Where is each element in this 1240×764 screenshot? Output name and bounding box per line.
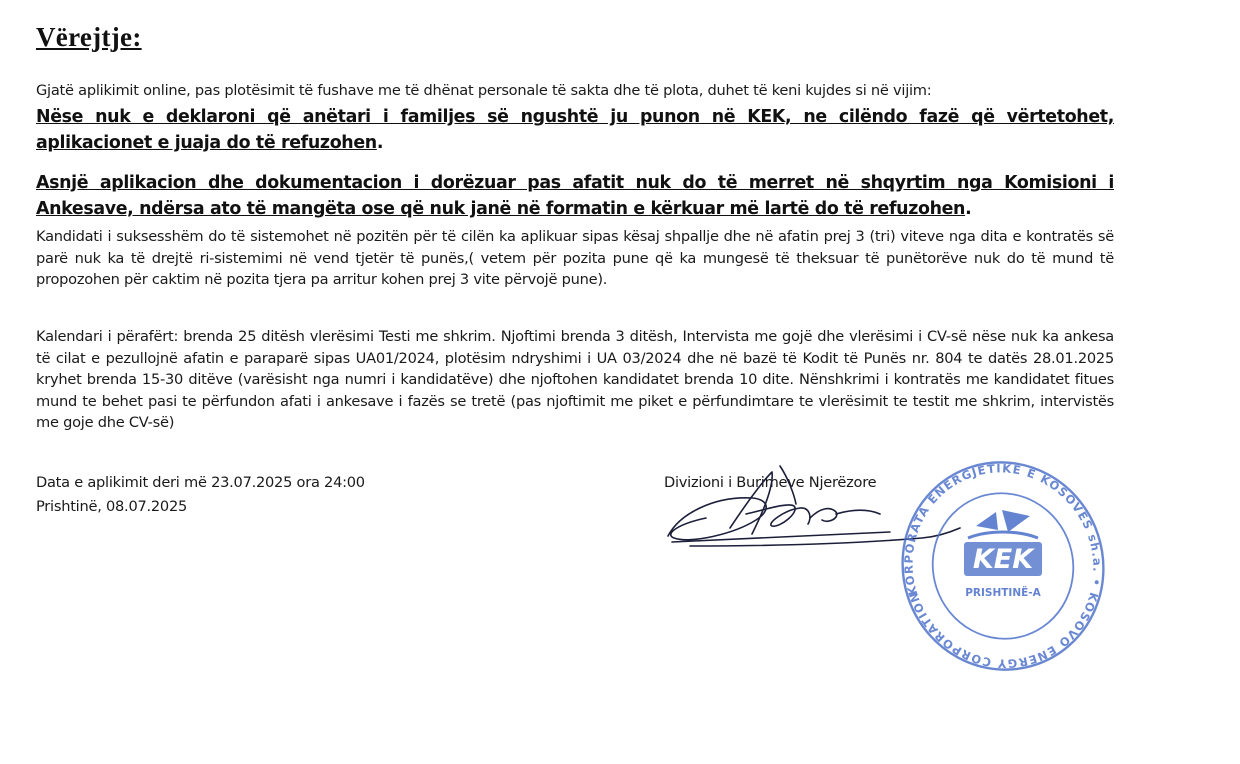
seal-logo-text: KEK (972, 544, 1034, 575)
seal-city-text: PRISHTINË-A (965, 587, 1041, 599)
notice-heading: Vërejtje: (36, 22, 142, 52)
application-deadline: Data e aplikimit deri më 23.07.2025 ora 24:00 (36, 474, 365, 491)
late-application-period: . (965, 199, 972, 219)
family-declaration-warning (36, 104, 1114, 156)
late-application-warning (36, 170, 1114, 222)
systemization-paragraph: Kandidati i suksesshëm do të sistemohet në pozitën për të cilën ka aplikuar sipas kësaj shpallje dhe në afatin prej 3 (tri) viteve nga dita e kontratës së parë nuk ka të drejtë ri-sistemimi në vend tjetër të punës,( vetem për pozita pune që ka mungesë të theksuar të punëtorëve nuk do të mund të propozohen për caktim në pozita tjera pa arritur kohen prej 3 vite përvojë pune). (36, 228, 1114, 288)
company-seal (898, 446, 1108, 676)
intro-paragraph: Gjatë aplikimit online, pas plotësimit të fushave me të dhënat personale të sakta dhe të plota, duhet të keni kujdes si në vijim: (36, 82, 932, 99)
family-declaration-period: . (376, 133, 384, 153)
family-declaration-text: Nëse nuk e deklaroni që anëtari i familjes së ngushtë ju punon në KEK, ne cilëndo fazë që vërtetohet, aplikacionet e juaja do të refuzohen (36, 107, 1114, 153)
division-name: Divizioni i Burimeve Njerëzore (664, 474, 877, 491)
place-and-date: Prishtinë, 08.07.2025 (36, 498, 188, 515)
late-application-text: Asnjë aplikacion dhe dokumentacion i dorëzuar pas afatit nuk do të merret në shqyrtim nga Komisioni i Ankesave, ndërsa ato të mangëta ose që nuk janë në formatin e kërkuar më lartë do të refuzohen (36, 173, 1114, 219)
dates-block (36, 471, 365, 519)
calendar-paragraph: Kalendari i përafërt: brenda 25 ditësh vlerësimi Testi me shkrim. Njoftimi brenda 3 ditësh, Intervista me gojë dhe vlerësimi i CV-së nëse nuk ka ankesa të cilat e pezullojnë afatin e paraparë sipas UA01/2024, plotësim ndryshimi i UA 03/2024 dhe në bazë të Kodit të Punës nr. 804 te datës 28.01.2025 kryhet brenda 15-30 ditëve (varësisht nga numri i kandidatëve) dhe njoftohen kandidatet brenda 10 dite. Nënshkrimi i kontratës me kandidatet fitues mund te behet pasi te përfundon afati i ankesave i fazës se tretë (pas njoftimit me piket e përfundimtare te vlerësimit te testit me shkrim, intervistës me goje dhe CV-së) (36, 328, 1114, 431)
seal-outer-text: KORPORATA ENERGJETIKE E KOSOVËS sh.a. • KOSOVO ENERGY CORPORATION (901, 461, 1105, 671)
